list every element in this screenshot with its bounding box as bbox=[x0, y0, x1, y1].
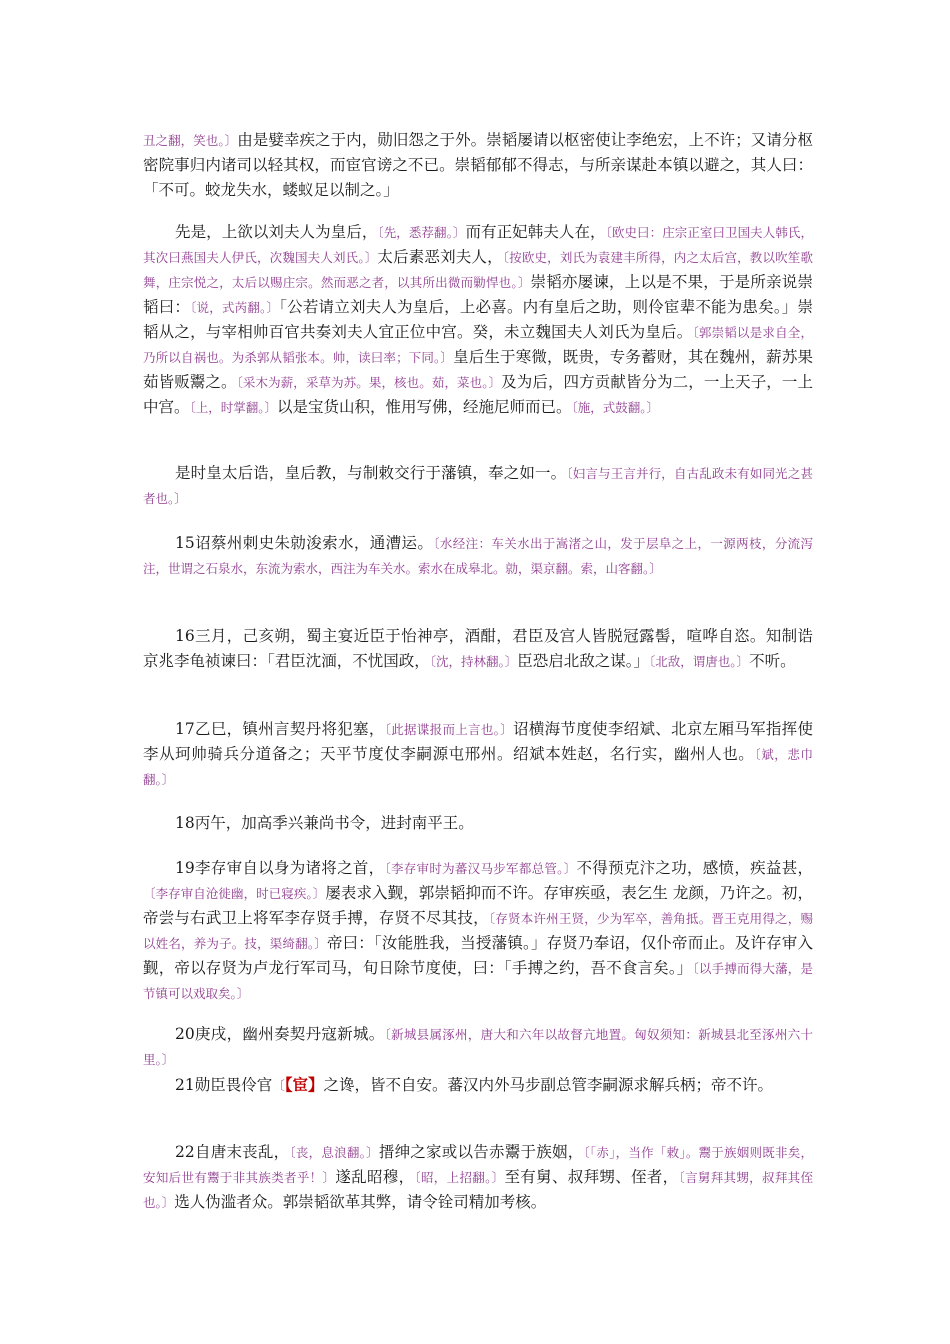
body-text: 是时皇太后诰，皇后教，与制敕交行于藩镇，奉之如一。 bbox=[175, 464, 567, 482]
body-text: 17乙巳，镇州言契丹将犯塞， bbox=[175, 720, 385, 738]
body-text: 19李存审自以身为诸将之首， bbox=[175, 859, 385, 877]
body-text: 诏横海节度使李绍斌、北京左厢马军指挥使李从珂帅骑兵分道备之；天平节度仗李嗣源屯邢州。绍斌本姓赵，名行实，幽州人也。 bbox=[143, 720, 813, 763]
annotation-note: 〔斌，悲巾翻。〕 bbox=[143, 747, 813, 787]
annotation-note: 〔此据谍报而上言也。〕 bbox=[384, 722, 514, 737]
paragraph bbox=[143, 624, 813, 674]
annotation-note: 〔「赤」，当作「敕」。鬻于族姻则既非矣，安知后世有鬻于非其族类者乎！〕 bbox=[143, 1145, 813, 1185]
annotation-note: 〔新城县属涿州，唐大和六年以故督亢地置。匈奴须知：新城县北至涿州六十里。〕 bbox=[143, 1027, 813, 1067]
body-text: 而有正妃韩夫人在， bbox=[465, 223, 606, 241]
annotation-note: 〔丧，息浪翻。〕 bbox=[289, 1145, 379, 1160]
annotation-note: 〔采木为薪，采草为苏。果，核也。茹，菜也。〕 bbox=[236, 375, 502, 390]
annotation-note: 〔昭，上招翻。〕 bbox=[414, 1170, 505, 1185]
annotation-note: 〔北敌，谓唐也。〕 bbox=[649, 654, 750, 669]
annotation-note: 〔郭崇韬以是求自全，乃所以自祸也。为杀郭从韬张本。帅，读曰率；下同。〕 bbox=[143, 325, 813, 365]
annotation-note: 〔李存审时为蕃汉马步军都总管。〕 bbox=[384, 861, 577, 876]
annotation-note: 〔上，时掌翻。〕 bbox=[189, 400, 278, 415]
body-text: 先是，上欲以刘夫人为皇后， bbox=[175, 223, 378, 241]
paragraph bbox=[143, 220, 813, 420]
body-text: 由是嬖幸疾之于内，勋旧怨之于外。崇韬屡请以枢密使让李绝宏，上不许；又请分枢密院事归内诸司以轻其权，而宦官谤之不已。崇韬郁郁不得志，与所亲谋赴本镇以避之，其人曰：「不可。蛟龙失水，蝼蚁足以制之。」 bbox=[143, 131, 813, 199]
annotation-note: 〔沈，持林翻。〕 bbox=[429, 654, 518, 669]
annotation-note: 〔言舅拜其甥，叔拜其侄也。〕 bbox=[143, 1170, 813, 1210]
body-text: 崇韬亦屡谏，上以是不果，于是所亲说崇韬曰： bbox=[143, 273, 813, 316]
body-text: 搢绅之家或以告赤鬻于族姻， bbox=[378, 1143, 584, 1161]
body-text: 皇后生于寒微，既贵，专务蓄财，其在魏州，薪苏果茹皆贩鬻之。 bbox=[143, 348, 813, 391]
paragraph bbox=[143, 1140, 813, 1215]
annotation-note: 〔按欧史，刘氏为袁建丰所得，内之太后宫，教以吹笙歌舞，庄宗悦之，太后以赐庄宗。然而恶之者，以其所出微而勦悍也。〕 bbox=[143, 250, 813, 290]
body-text: 20庚戌，幽州奏契丹寇新城。 bbox=[175, 1025, 385, 1043]
body-text: 不听。 bbox=[749, 652, 796, 670]
body-text: 15诏蔡州刺史朱勍浚索水，通漕运。 bbox=[175, 534, 434, 552]
body-text: 「公若请立刘夫人为皇后，上必喜。内有皇后之助，则伶宦辈不能为患矣。」崇韬从之，与宰相帅百官共奏刘夫人宜正位中宫。癸，未立魏国夫人刘氏为皇后。 bbox=[143, 298, 813, 341]
paragraph bbox=[143, 717, 813, 792]
annotation-note: 〔以手搏而得大藩，是节镇可以戏取矣。〕 bbox=[143, 961, 813, 1001]
body-text: 帝曰：「汝能胜我，当授藩镇。」存贤乃奉诏，仅仆帝而止。及许存审入觐，帝以存贤为卢龙行军司马，旬日除节度使，曰：「手搏之约，吾不食言矣。」 bbox=[143, 934, 813, 977]
annotation-note: 丑之翻，笑也。〕 bbox=[143, 133, 238, 148]
paragraph bbox=[143, 856, 813, 1006]
annotation-note: 〔欧史曰：庄宗正室曰卫国夫人韩氏，其次曰燕国夫人伊氏，次魏国夫人刘氏。〕 bbox=[143, 225, 813, 265]
body-text: 不得预克汴之功，感愤，疾益甚， bbox=[576, 859, 813, 877]
annotation-note: 〔水经注：车关水出于嵩渚之山，发于层阜之上，一源两枝，分流泻注，世谓之石泉水，东流为索水，西注为车关水。索水在成皋北。勍，渠京翻。索，山客翻。〕 bbox=[143, 536, 813, 576]
paragraph bbox=[143, 1022, 813, 1072]
paragraph bbox=[143, 531, 813, 581]
annotation-note: 〔说，式芮翻。〕 bbox=[190, 300, 280, 315]
annotation-note: 〔先，悉荐翻。〕 bbox=[377, 225, 466, 240]
body-text: 以是宝货山积，惟用写佛，经施尼师而已。 bbox=[277, 398, 572, 416]
body-text: 太后素恶刘夫人， bbox=[377, 248, 503, 266]
annotation-note: 〔妇言与王言并行，自古乱政未有如同光之甚者也。〕 bbox=[143, 466, 813, 506]
body-text: 屡表求入觐，郭崇韬抑而不许。存审疾亟，表乞生 龙颜，乃许之。初，帝尝与右武卫上将军李存贤手搏，存贤不尽其技， bbox=[143, 884, 813, 927]
body-text: 臣恐启北敌之谋。」 bbox=[517, 652, 650, 670]
paragraph bbox=[143, 1072, 813, 1098]
correction-mark: 【宦】 bbox=[284, 1075, 324, 1094]
body-text: 18丙午，加高季兴兼尚书令，进封南平王。 bbox=[175, 814, 474, 832]
annotation-note: 〔施，式鼓翻。〕 bbox=[571, 400, 660, 415]
body-text: 21勋臣畏伶官 bbox=[175, 1076, 273, 1094]
paragraph bbox=[143, 811, 813, 836]
body-text: 16三月，己亥朔，蜀主宴近臣于怡神亭，酒酣，君臣及宫人皆脱冠露髻，喧哗自恣。知制诰京兆李龟祯谏曰：「君臣沈湎，不忧国政， bbox=[143, 627, 813, 670]
annotation-note: 〔李存审自沧徙幽，时已寝疾。〕 bbox=[143, 886, 326, 901]
annotation-note: 〔 bbox=[272, 1078, 285, 1093]
annotation-note: 〔存贤本许州王贤，少为军卒，善角抵。晋王克用得之，赐以姓名，养为子。技，渠绮翻。〕 bbox=[143, 911, 813, 951]
body-text: 22自唐末丧乱， bbox=[175, 1143, 290, 1161]
body-text: 之谗，皆不自安。蕃汉内外马步副总管李嗣源求解兵柄；帝不许。 bbox=[323, 1076, 774, 1094]
body-text: 及为后，四方贡献皆分为二，一上天子，一上中宫。 bbox=[143, 373, 813, 416]
body-text: 至有舅、叔拜甥、侄者， bbox=[504, 1168, 679, 1186]
body-text: 选人伪滥者众。郭崇韬欲革其弊，请令铨司精加考核。 bbox=[174, 1193, 547, 1211]
body-text: 遂乱昭穆， bbox=[335, 1168, 415, 1186]
paragraph bbox=[143, 128, 813, 203]
paragraph bbox=[143, 461, 813, 511]
